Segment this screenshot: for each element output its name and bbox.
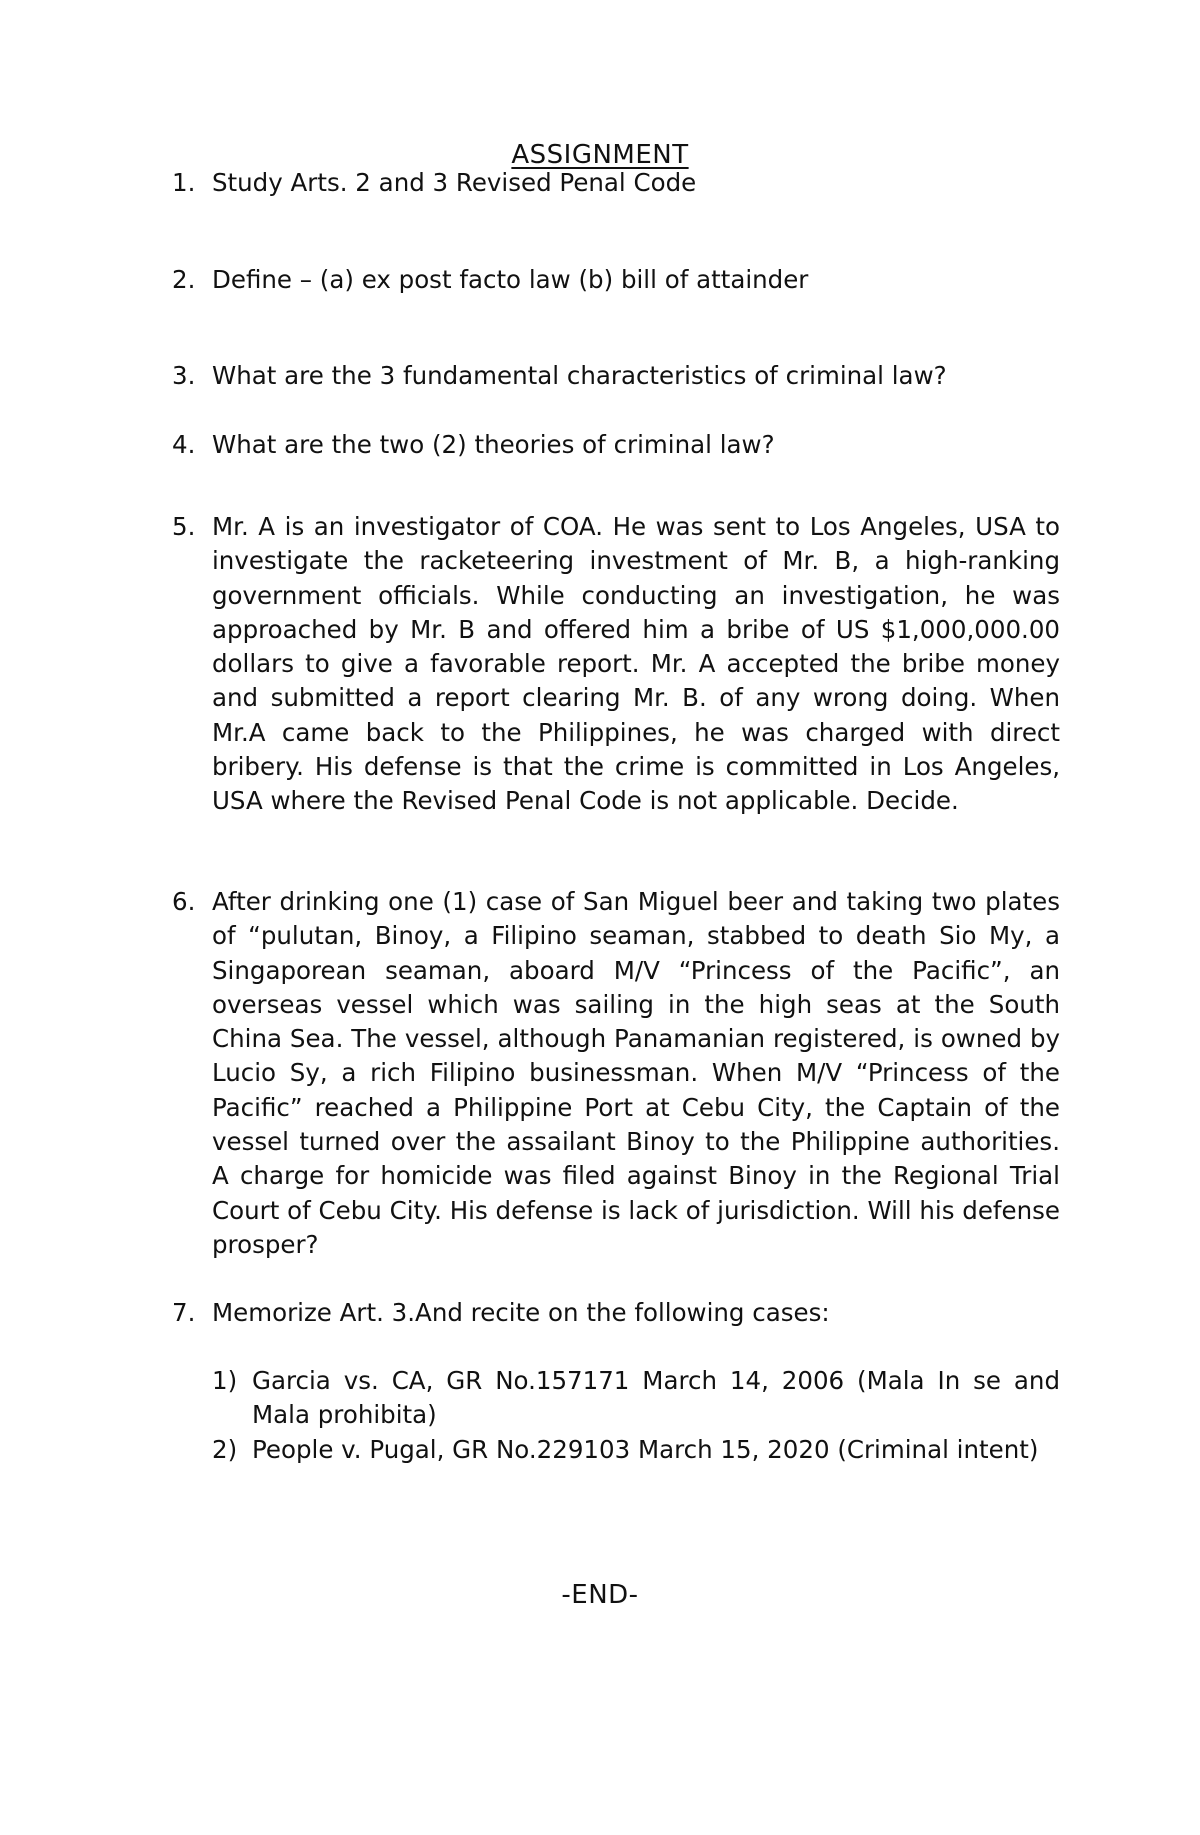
item-number: 2. [172,265,196,294]
item-number: 7. [172,1298,196,1327]
item-number: 3. [172,361,196,390]
case-number: 1) [212,1366,238,1395]
item-text: Memorize Art. 3.And recite on the following cases: [212,1298,830,1327]
document-title: ASSIGNMENT [511,140,689,170]
case-item [212,1433,1060,1467]
item-text: Mr. A is an investigator of COA. He was sent to Los Angeles, USA to investigate the racketeering investment of Mr. B, a high-ranking government officials. While conducting an investigation, he was approached by Mr. B and offered him a bribe of US $1,000,000.00 dollars to give a favorable report. Mr. A accepted the bribe money and submitted a report clearing Mr. B. of any wrong doing. When Mr.A came back to the Philippines, he was charged with direct bribery. His defense is that the crime is committed in Los Angeles, USA where the Revised Penal Code is not applicable. Decide. [212,512,1060,816]
case-number: 2) [212,1435,238,1464]
item-number: 6. [172,887,196,916]
item-number: 4. [172,430,196,459]
list-item [172,428,1060,462]
item-text: Define – (a) ex post facto law (b) bill of attainder [212,265,809,294]
list-item [172,885,1060,1262]
item-text: What are the 3 fundamental characteristics of criminal law? [212,361,947,390]
end-marker: -END- [561,1580,639,1610]
list-item [172,263,1060,297]
list-item [172,359,1060,393]
case-text: People v. Pugal, GR No.229103 March 15, 2020 (Criminal intent) [252,1435,1039,1464]
item-number: 1. [172,168,196,197]
item-text: After drinking one (1) case of San Miguel beer and taking two plates of “pulutan, Binoy, a Filipino seaman, stabbed to death Sio My, a Singaporean seaman, aboard M/V “Princess of the Pacific”, an overseas vessel which was sailing in the high seas at the South China Sea. The vessel, although Panamanian registered, is owned by Lucio Sy, a rich Filipino businessman. When M/V “Princess of the Pacific” reached a Philippine Port at Cebu City, the Captain of the vessel turned over the assailant Binoy to the Philippine authorities. A charge for homicide was filed against Binoy in the Regional Trial Court of Cebu City. His defense is lack of jurisdiction. Will his defense prosper? [212,887,1060,1259]
list-item [172,1296,1060,1330]
item-number: 5. [172,512,196,541]
list-item [172,166,1060,200]
item-text: What are the two (2) theories of criminal law? [212,430,775,459]
case-item [212,1364,1060,1433]
list-item [172,510,1060,819]
item-text: Study Arts. 2 and 3 Revised Penal Code [212,168,697,197]
case-text: Garcia vs. CA, GR No.157171 March 14, 2006 (Mala In se and Mala prohibita) [252,1366,1060,1430]
